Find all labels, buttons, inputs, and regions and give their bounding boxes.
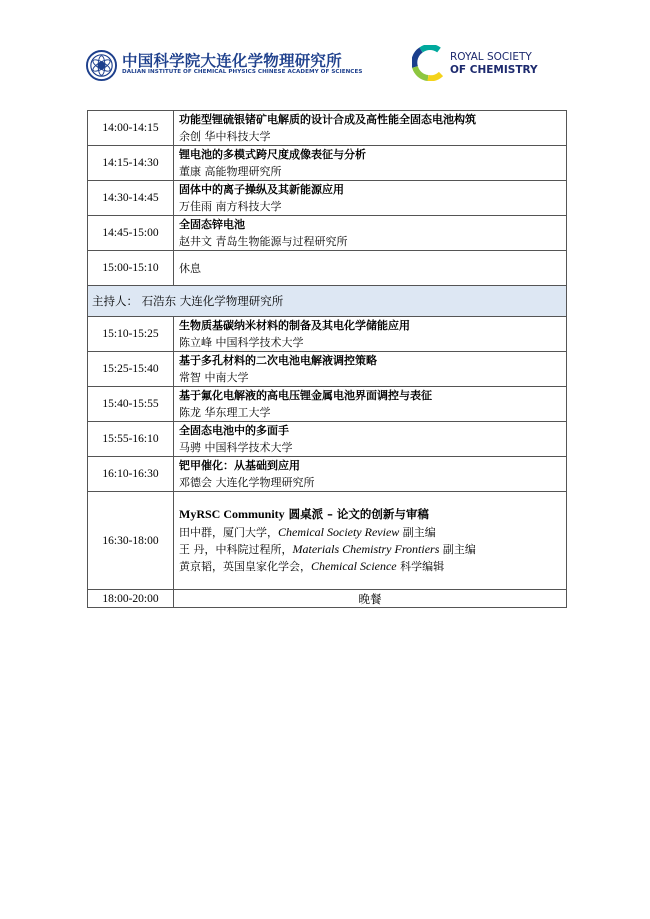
chair-row — [88, 286, 567, 317]
time-cell: 15:55-16:10 — [88, 422, 174, 457]
time-cell: 18:00-20:00 — [88, 590, 174, 608]
talk-title: 钯甲催化：从基础到应用 — [179, 459, 300, 472]
time-cell: 14:15-14:30 — [88, 146, 174, 181]
schedule-table — [87, 110, 567, 608]
panelist-line — [179, 558, 566, 575]
panel-title-en: MyRSC Community — [179, 507, 285, 521]
page-header — [0, 0, 650, 100]
table-row — [88, 216, 567, 251]
time-cell: 14:00-14:15 — [88, 111, 174, 146]
talk-speaker: 万佳雨 南方科技大学 — [179, 200, 282, 213]
talk-cell — [174, 422, 567, 457]
talk-speaker: 陈龙 华东理工大学 — [179, 406, 271, 419]
talk-cell — [174, 181, 567, 216]
time-cell: 15:25-15:40 — [88, 352, 174, 387]
rsc-wordmark — [450, 51, 538, 77]
panelist-name: 田中群，厦门大学， — [179, 526, 278, 539]
talk-title: 生物质基碳纳米材料的制备及其电化学储能应用 — [179, 319, 410, 332]
journal-name: Materials Chemistry Frontiers — [292, 542, 440, 556]
dicp-name-en: DALIAN INSTITUTE OF CHEMICAL PHYSICS CHINESE ACADEMY OF SCIENCES — [122, 69, 363, 75]
talk-cell — [174, 387, 567, 422]
talk-title: 基于氟化电解液的高电压锂金属电池界面调控与表征 — [179, 389, 432, 402]
talk-cell — [174, 146, 567, 181]
time-cell: 15:00-15:10 — [88, 251, 174, 286]
talk-cell — [174, 457, 567, 492]
table-row — [88, 181, 567, 216]
time-cell: 16:30-18:00 — [88, 492, 174, 590]
talk-speaker: 余创 华中科技大学 — [179, 130, 271, 143]
time-cell: 16:10-16:30 — [88, 457, 174, 492]
table-row — [88, 111, 567, 146]
table-row — [88, 251, 567, 286]
talk-title: 基于多孔材料的二次电池电解液调控策略 — [179, 354, 377, 367]
talk-title: 全固态电池中的多面手 — [179, 424, 289, 437]
talk-title: 固体中的离子操纵及其新能源应用 — [179, 183, 344, 196]
panelist-line — [179, 524, 566, 541]
time-cell: 14:30-14:45 — [88, 181, 174, 216]
talk-cell — [174, 111, 567, 146]
panelist-name: 黄京韬，英国皇家化学会， — [179, 560, 311, 573]
time-cell: 14:45-15:00 — [88, 216, 174, 251]
talk-title: 锂电池的多模式跨尺度成像表征与分析 — [179, 148, 366, 161]
dicp-logo — [86, 48, 363, 84]
rsc-line1: ROYAL SOCIETY — [450, 51, 532, 63]
rsc-logo — [412, 45, 552, 83]
dinner-row — [88, 590, 567, 608]
table-row — [88, 352, 567, 387]
talk-speaker: 董康 高能物理研究所 — [179, 165, 282, 178]
talk-speaker: 马骋 中国科学技术大学 — [179, 441, 293, 454]
rsc-c-mark-icon — [412, 45, 446, 81]
journal-name: Chemical Science — [311, 559, 397, 573]
break-cell — [174, 251, 567, 286]
table-row — [88, 457, 567, 492]
journal-name: Chemical Society Review — [278, 525, 400, 539]
dicp-emblem-icon — [86, 50, 117, 81]
panelist-name: 王 丹，中科院过程所， — [179, 543, 293, 556]
break-label: 休息 — [179, 261, 201, 275]
time-cell: 15:10-15:25 — [88, 317, 174, 352]
panel-cell — [174, 492, 567, 590]
table-row — [88, 387, 567, 422]
talk-cell — [174, 317, 567, 352]
dinner-label: 晚餐 — [174, 590, 567, 608]
talk-cell — [174, 352, 567, 387]
panelist-line — [179, 541, 566, 558]
chair-cell: 主持人： 石浩东 大连化学物理研究所 — [88, 286, 567, 317]
talk-speaker: 常智 中南大学 — [179, 371, 249, 384]
table-row — [88, 146, 567, 181]
talk-title: 功能型锂硫银锗矿电解质的设计合成及高性能全固态电池构筑 — [179, 113, 476, 126]
panel-row — [88, 492, 567, 590]
panel-title — [179, 506, 566, 523]
table-row — [88, 317, 567, 352]
rsc-line2: OF CHEMISTRY — [450, 64, 538, 76]
panelist-role: 副主编 — [439, 543, 476, 556]
table-row — [88, 422, 567, 457]
talk-speaker: 邓德会 大连化学物理研究所 — [179, 476, 315, 489]
panelist-role: 科学编辑 — [396, 560, 445, 573]
talk-title: 全固态锌电池 — [179, 218, 245, 231]
dicp-name-cn: 中国科学院大连化学物理研究所 — [122, 51, 342, 70]
time-cell: 15:40-15:55 — [88, 387, 174, 422]
talk-speaker: 赵井文 青岛生物能源与过程研究所 — [179, 235, 348, 248]
panel-title-cn: 圆桌派 – 论文的创新与审稿 — [284, 507, 429, 521]
panelist-role: 副主编 — [399, 526, 436, 539]
talk-cell — [174, 216, 567, 251]
talk-speaker: 陈立峰 中国科学技术大学 — [179, 336, 304, 349]
